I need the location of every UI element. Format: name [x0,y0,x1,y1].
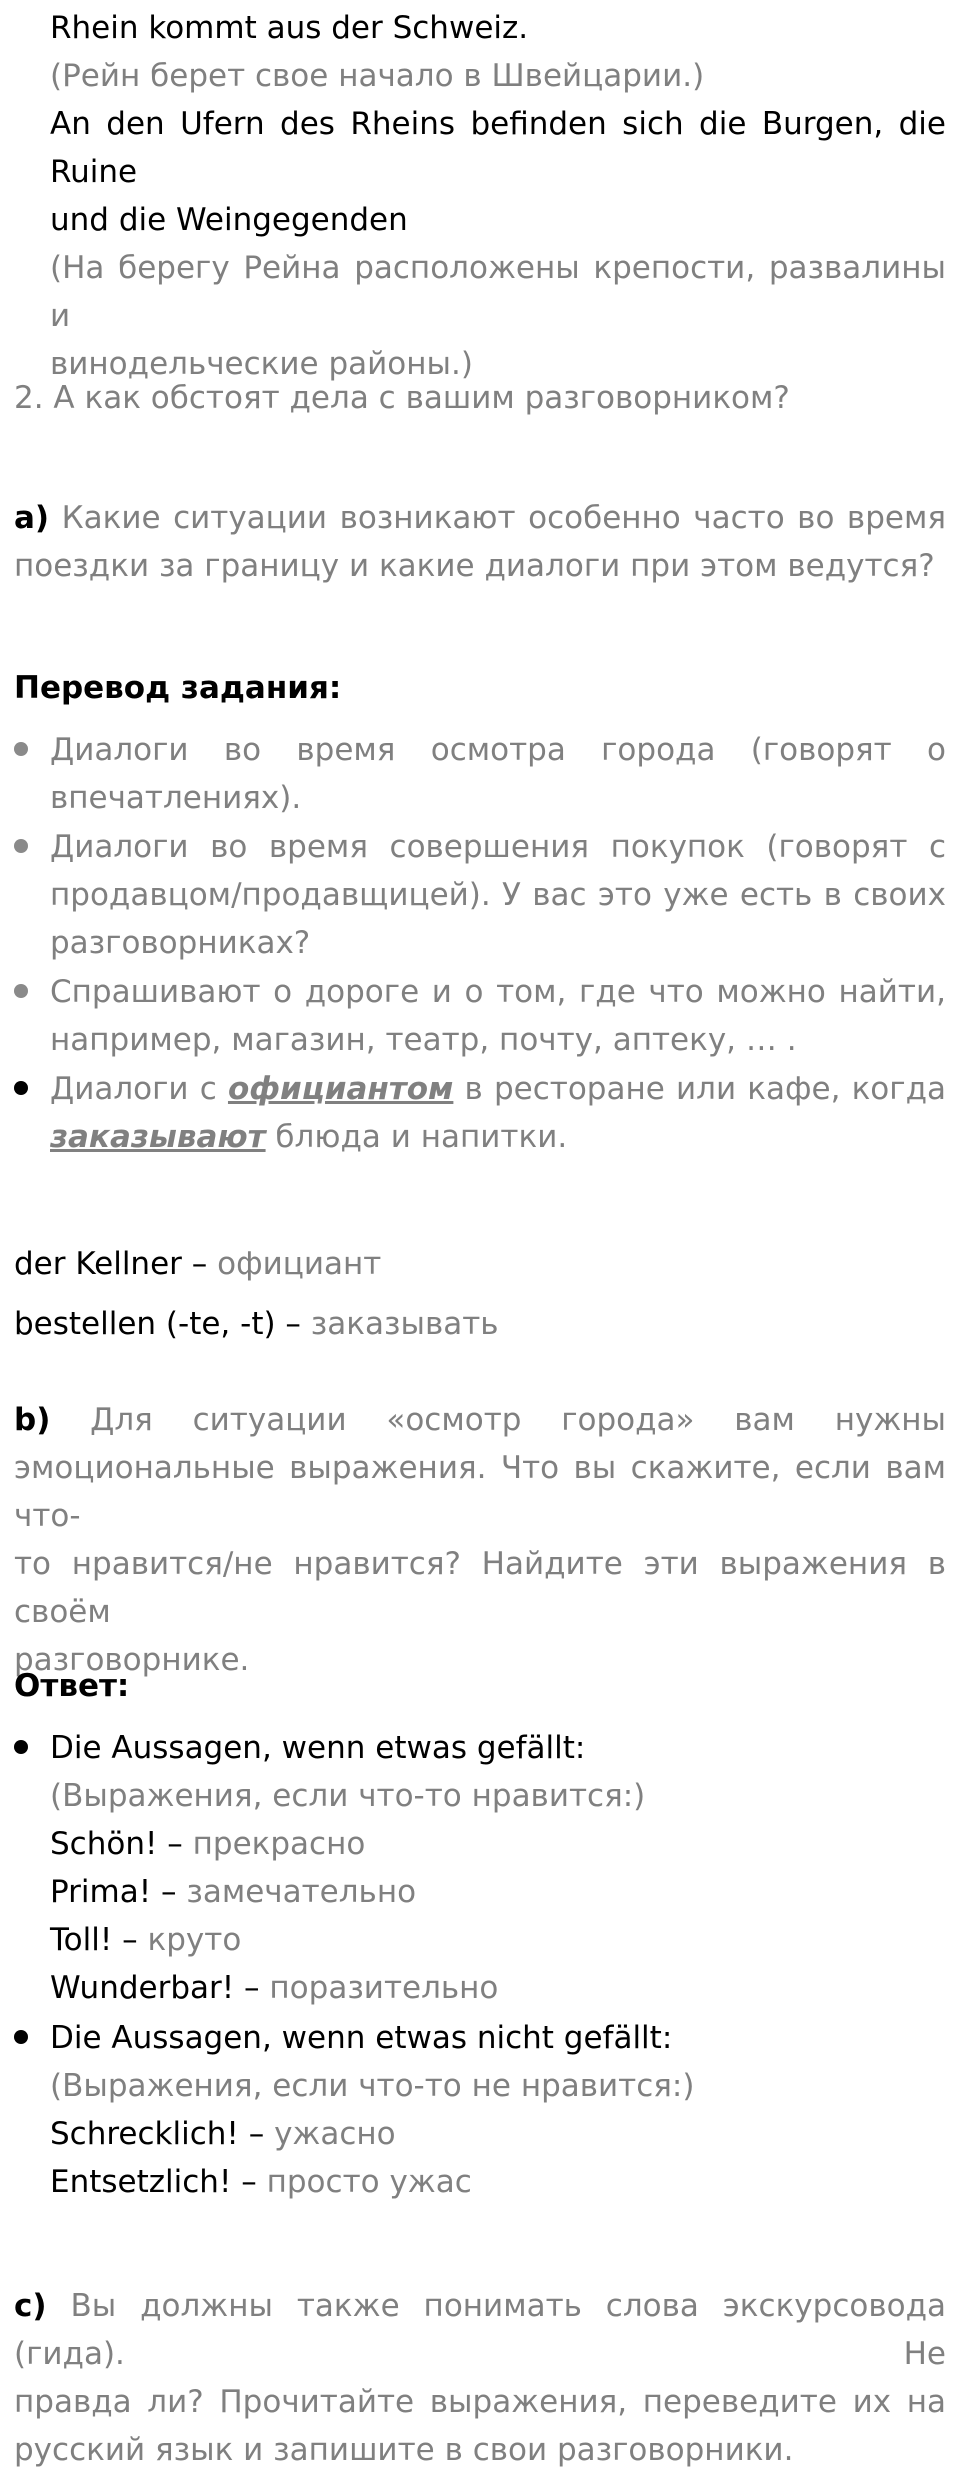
phrase-row [50,1868,946,1916]
bullet-icon [14,984,28,998]
phrase-german: Entsetzlich! [50,2164,232,2200]
vocab-russian: официант [217,1246,382,1282]
phrase-row [50,1964,946,2012]
intro-russian-line-3: винодельческие районы.) [50,346,473,382]
phrase-row [50,1916,946,1964]
task-a [14,494,946,590]
question-2-text: 2. А как обстоят дела с вашим разговорником? [14,380,790,416]
phrase-russian: круто [147,1922,242,1958]
phrase-dash: – [157,1826,193,1862]
task-a-line-1 [14,494,946,542]
phrase-russian: прекрасно [192,1826,366,1862]
phrase-russian: ужасно [274,2116,396,2152]
answer-dislike-subtitle: (Выражения, если что-то не нравится:) [50,2068,695,2104]
answer-heading-block [14,1662,946,1710]
vocab-german: bestellen (-te, -t) [14,1306,276,1342]
intro-block [50,4,946,388]
task-b [14,1396,946,1684]
task-c [14,2282,946,2474]
phrase-russian: поразительно [269,1970,499,2006]
translation-heading: Перевод задания: [14,670,342,706]
answer-like-title: Die Aussagen, wenn etwas gefällt: [50,1730,586,1766]
phrase-row [50,1820,946,1868]
translation-bullet-2-line-3: разговорниках? [50,925,311,961]
phrase-row [50,2158,946,2206]
phrase-dash: – [231,2164,267,2200]
translation-bullet-1-line-2: впечатлениях). [50,780,302,816]
vocab-entry-1 [14,1240,946,1288]
bullet-4-post: блюда и напитки. [265,1119,568,1155]
answer-heading: Ответ: [14,1668,130,1704]
bullet-4-pre: Диалоги с [50,1071,228,1107]
translation-bullet-3-line-2: например, магазин, театр, почту, аптеку, … . [50,1022,797,1058]
phrase-dash: – [112,1922,148,1958]
translation-bullet-1 [50,726,946,822]
task-b-line-1-text: Для ситуации «осмотр города» вам нужны [90,1402,946,1438]
translation-heading-block [14,664,946,712]
word-order: заказывают [50,1119,266,1155]
translation-bullet-1-line-1: Диалоги во время осмотра города (говорят о [50,732,946,768]
translation-bullet-2-line-1: Диалоги во время совершения покупок (говорят с [50,829,946,865]
task-c-line-1 [14,2282,946,2378]
translation-bullet-3-line-1: Спрашивают о дороге и о том, где что можно найти, [50,974,946,1010]
intro-german-line-1: Rhein kommt aus der Schweiz. [50,10,529,46]
translation-bullet-4-line-1 [50,1065,946,1113]
translation-bullet-2 [50,823,946,967]
bullet-4-mid: в ресторане или кафе, когда [453,1071,946,1107]
task-c-line-1-text: Вы должны также понимать слова экскурсовода (гида). Не [14,2288,946,2372]
translation-bullet-3 [50,968,946,1064]
word-waiter: официантом [227,1071,454,1107]
vocab-russian: заказывать [310,1306,499,1342]
intro-german-line-3: und die Weingegenden [50,202,408,238]
phrase-german: Wunderbar! [50,1970,235,2006]
answer-like-subtitle: (Выражения, если что-то нравится:) [50,1778,646,1814]
task-c-line-2: правда ли? Прочитайте выражения, переведите их на [14,2384,946,2420]
phrase-german: Schrecklich! [50,2116,239,2152]
task-a-label: a) [14,500,50,536]
task-b-line-2: эмоциональные выражения. Что вы скажите, если вам что- [14,1450,946,1534]
vocab-entry-2 [14,1300,946,1348]
vocab-dash: – [181,1246,218,1282]
bullet-icon [14,1081,28,1095]
bullet-icon [14,2030,28,2044]
task-c-line-3: русский язык и запишите в свои разговорники. [14,2432,794,2468]
bullet-icon [14,839,28,853]
answer-like-block [50,1724,946,2012]
phrase-russian: просто ужас [266,2164,472,2200]
vocab-german: der Kellner [14,1246,182,1282]
phrase-dash: – [238,2116,275,2152]
answer-dislike-block [50,2014,946,2206]
intro-german-line-2: An den Ufern des Rheins befinden sich die Burgen, die Ruine [50,106,946,190]
task-b-label: b) [14,1402,51,1438]
bullet-icon [14,742,28,756]
phrase-german: Toll! [50,1922,113,1958]
answer-dislike-title: Die Aussagen, wenn etwas nicht gefällt: [50,2020,673,2056]
task-b-line-1 [14,1396,946,1444]
phrase-russian: замечательно [186,1874,417,1910]
task-c-label: c) [14,2288,47,2324]
vocab-dash: – [275,1306,311,1342]
task-a-line-1-text: Какие ситуации возникают особенно часто во время [61,500,946,536]
task-b-line-3: то нравится/не нравится? Найдите эти выражения в своём [14,1546,946,1630]
phrase-german: Schön! [50,1826,158,1862]
translation-bullet-4 [50,1065,946,1161]
question-2 [14,374,946,422]
translation-bullet-2-line-2: продавцом/продавщицей). У вас это уже есть в своих [50,877,946,913]
phrase-dash: – [234,1970,270,2006]
phrase-german: Prima! [50,1874,152,1910]
intro-russian-line-2: (На берегу Рейна расположены крепости, развалины и [50,250,946,334]
phrase-dash: – [151,1874,187,1910]
task-b-line-4: разговорнике. [14,1642,250,1678]
phrase-row [50,2110,946,2158]
task-a-line-2: поездки за границу и какие диалоги при этом ведутся? [14,548,935,584]
bullet-icon [14,1740,28,1754]
translation-bullet-4-line-2 [50,1113,946,1161]
intro-russian-line-1: (Рейн берет свое начало в Швейцарии.) [50,58,705,94]
